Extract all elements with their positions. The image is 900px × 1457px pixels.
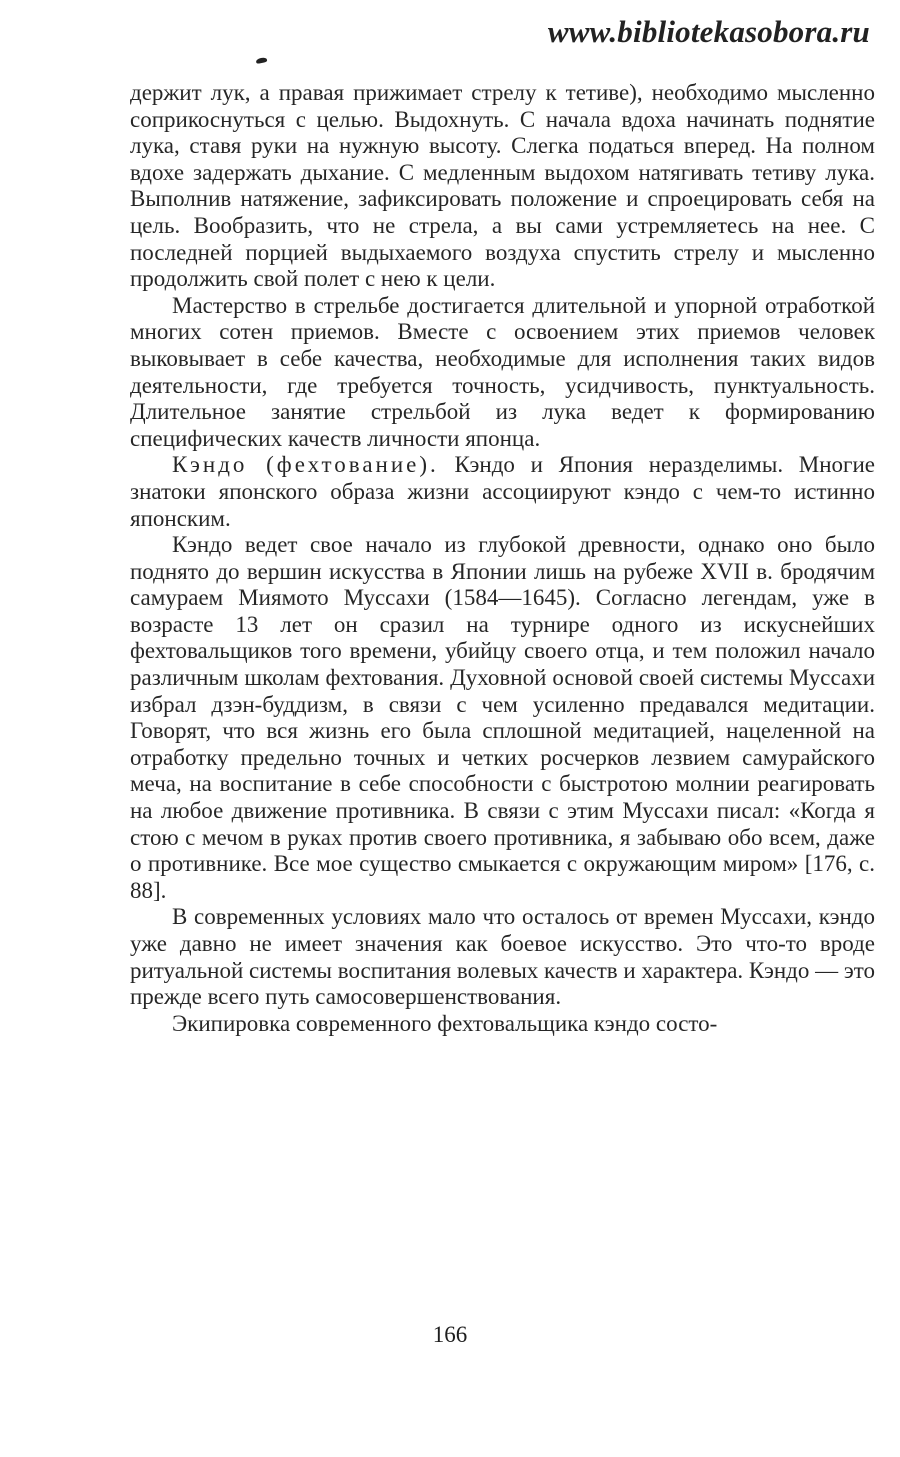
paragraph-3 [130,452,875,532]
page-text [130,80,875,1037]
ink-mark [256,57,268,64]
site-watermark: www.bibliotekasobora.ru [547,14,870,49]
paragraph-6: Экипировка современного фехтовальщика кэндо состо- [172,1010,718,1036]
kendo-heading: Кэндо (фехтование). [172,452,439,478]
paragraph-5: В современных условиях мало что осталось от времен Муссахи, кэндо уже давно не имеет значения как боевое искусство. Это что-то вроде ритуальной системы воспитания волевых качеств и характера. Кэндо — это прежде всего путь самосовершенствования. [130,904,875,1010]
paragraph-1: держит лук, а правая прижимает стрелу к тетиве), необходимо мысленно соприкоснуться с целью. Выдохнуть. С начала вдоха начинать поднятие лука, ставя руки на нужную высоту. Слегка податься вперед. На полном вдохе задержать дыхание. С медленным выдохом натягивать тетиву лука. Выполнив натяжение, зафиксировать положение и спроецировать себя на цель. Вообразить, что не стрела, а вы сами устремляетесь на нее. С последней порцией выдыхаемого воздуха спустить стрелу и мысленно продолжить свой полет с нею к цели. [130,80,875,292]
paragraph-2: Мастерство в стрельбе достигается длительной и упорной отработкой многих сотен приемов. Вместе с освоением этих приемов человек выковывает в себе качества, необходимые для исполнения таких видов деятельности, где требуется точность, усидчивость, пунктуальность. Длительное занятие стрельбой из лука ведет к формированию специфических качеств личности японца. [130,292,875,451]
page-number: 166 [432,1322,468,1347]
paragraph-4: Кэндо ведет свое начало из глубокой древности, однако оно было поднято до вершин искусства в Японии лишь на рубеже XVII в. бродячим самураем Миямото Муссахи (1584—1645). Согласно легендам, уже в возрасте 13 лет он сразил на турнире одного из искуснейших фехтовальщиков того времени, убийцу своего отца, и тем положил начало различным школам фехтования. Духовной основой своей системы Муссахи избрал дзэн-буддизм, в связи с чем усиленно предавался медитации. Говорят, что вся жизнь его была сплошной медитацией, нацеленной на отработку предельно точных и четких росчерков лезвием самурайского меча, на воспитание в себе способности с быстротою молнии реагировать на любое движение противника. В связи с этим Муссахи писал: «Когда я стою с мечом в руках против своего противника, я забываю обо всем, даже о противнике. Все мое существо смыкается с окружающим миром» [176, с. 88]. [130,532,875,903]
paragraph-3-text: Кэндо и Япония неразделимы. Многие знатоки японского образа жизни ассоциируют кэндо с чем-то истинно японским. [130,452,875,531]
